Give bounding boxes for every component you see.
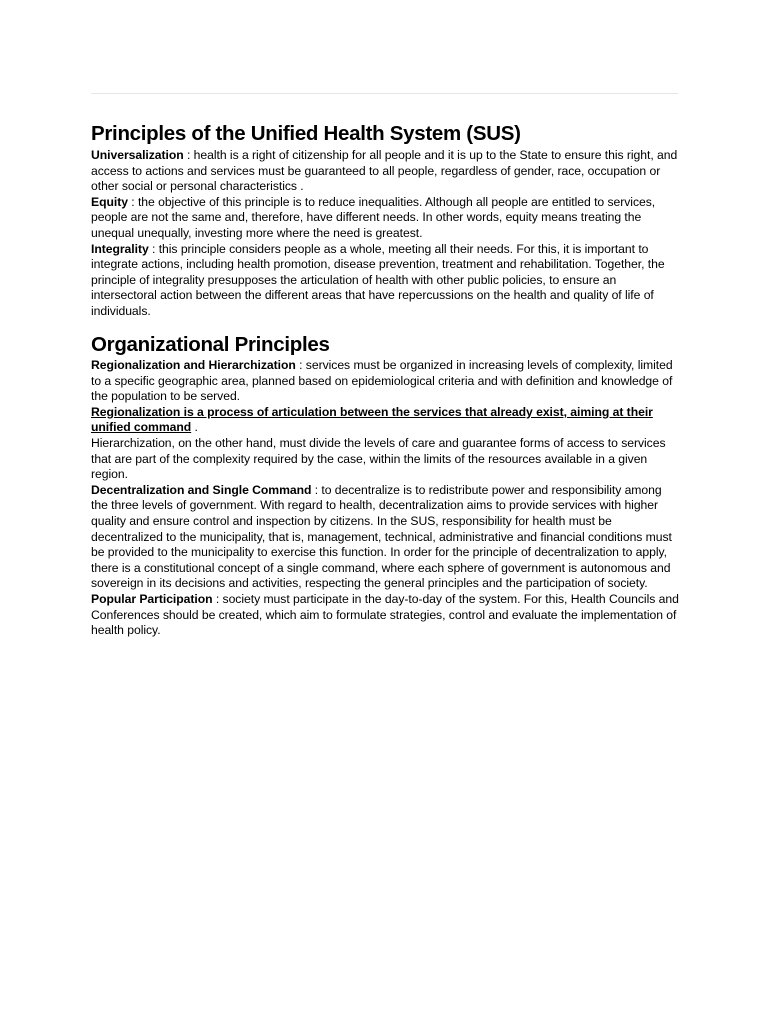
- term-decentralization: Decentralization and Single Command: [91, 482, 312, 497]
- paragraph-decentralization: [91, 483, 679, 592]
- paragraph-integrality: [91, 242, 679, 320]
- term-popular-participation: Popular Participation: [91, 591, 213, 606]
- text-hierarchization: Hierarchization, on the other hand, must divide the levels of care and guarantee forms of access to services that are part of the complexity required by the case, within the limits of the resources available in a given region.: [91, 435, 666, 482]
- term-regionalization: Regionalization and Hierarchization: [91, 358, 296, 372]
- text-universalization: : health is a right of citizenship for all people and it is up to the State to ensure this right, and access to actions and services must be guaranteed to all people, regardless of gender, race, occupation or other social or personal characteristics .: [91, 148, 678, 194]
- emphasis-regionalization: Regionalization is a process of articulation between the services that already exist, aiming at their unified command: [91, 404, 653, 435]
- organizational-principles-body: [91, 358, 679, 639]
- section-title-organizational-principles: Organizational Principles: [91, 333, 330, 356]
- text-decentralization: : to decentralize is to redistribute power and responsibility among the three levels of government. With regard to health, decentralization aims to provide services with higher quality and ensure control and inspection by citizens. In the SUS, responsibility for health must be decentralized to the municipality, that is, management, technical, administrative and financial conditions must be provided to the municipality to exercise this function. In order for the principle of decentralization to apply, there is a constitutional concept of a single command, where each sphere of government is autonomous and sovereign in its decisions and activities, respecting the general principles and the participation of society.: [91, 482, 672, 591]
- paragraph-hierarchization: [91, 436, 679, 483]
- section-title-sus-principles: Principles of the Unified Health System (SUS): [91, 122, 521, 145]
- text-popular-participation: : society must participate in the day-to-day of the system. For this, Health Councils and Conferences should be created, which aim to formulate strategies, control and evaluate the implementation of health policy.: [91, 591, 679, 638]
- paragraph-regionalization: [91, 358, 679, 405]
- paragraph-equity: [91, 195, 679, 242]
- paragraph-popular-participation: [91, 592, 679, 639]
- text-integrality: : this principle considers people as a whole, meeting all their needs. For this, it is important to integrate actions, including health promotion, disease prevention, treatment and rehabilitation. Together, the principle of integrality presupposes the articulation of health with other public policies, to ensure an intersectoral action between the different areas that have repercussions on the health and quality of life of individuals.: [91, 241, 665, 318]
- top-divider: [91, 93, 678, 94]
- paragraph-universalization: [91, 148, 679, 195]
- term-integrality: Integrality: [91, 241, 149, 256]
- sus-principles-body: [91, 148, 679, 320]
- emphasis-trailing-period: .: [191, 420, 198, 435]
- text-equity: : the objective of this principle is to reduce inequalities. Although all people are entitled to services, people are not the same and, therefore, have different needs. In other words, equity means treating the unequal unequally, investing more where the need is greatest.: [91, 194, 656, 240]
- text-regionalization: : services must be organized in increasing levels of complexity, limited to a specific geographic area, planned based on epidemiological criteria and with definition and knowledge of the population to be served.: [91, 358, 673, 404]
- paragraph-regionalization-emphasis: [91, 405, 679, 436]
- term-universalization: Universalization: [91, 148, 184, 162]
- term-equity: Equity: [91, 194, 128, 209]
